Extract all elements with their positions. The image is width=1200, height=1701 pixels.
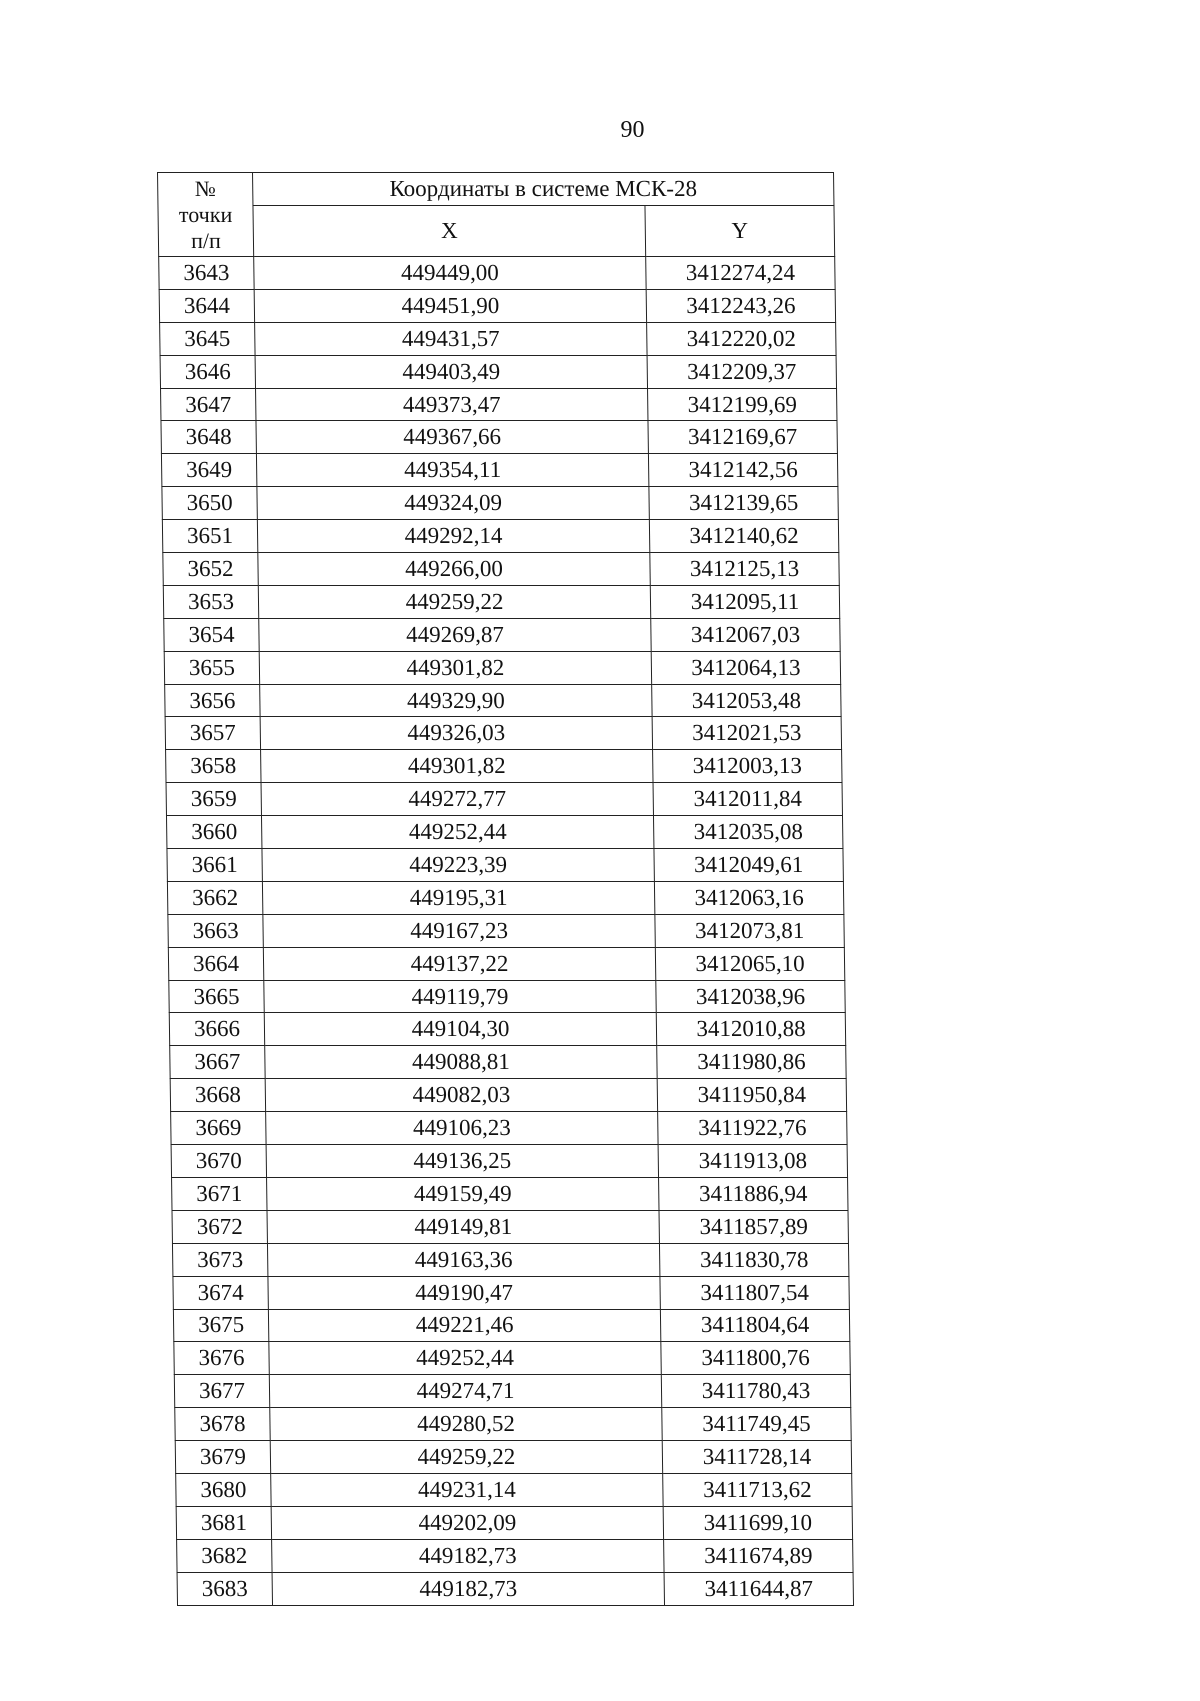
y-coordinate-cell: 3411857,89	[659, 1210, 848, 1243]
x-coordinate-cell: 449269,87	[259, 618, 651, 651]
x-coordinate-cell: 449137,22	[263, 947, 655, 980]
y-coordinate-cell: 3412073,81	[655, 914, 844, 947]
table-row	[172, 1177, 848, 1210]
table-row	[162, 487, 838, 520]
x-coordinate-cell: 449167,23	[263, 914, 655, 947]
x-coordinate-cell: 449202,09	[271, 1506, 663, 1539]
point-number-cell: 3656	[165, 684, 260, 717]
point-number-cell: 3649	[161, 454, 256, 487]
point-number-cell: 3678	[175, 1408, 270, 1441]
x-coordinate-cell: 449106,23	[266, 1112, 658, 1145]
y-coordinate-cell: 3411713,62	[663, 1473, 852, 1506]
point-number-cell: 3677	[174, 1375, 269, 1408]
table-row	[168, 947, 844, 980]
x-coordinate-cell: 449326,03	[260, 717, 652, 750]
y-coordinate-cell: 3411644,87	[664, 1572, 853, 1605]
y-coordinate-cell: 3412053,48	[652, 684, 841, 717]
table-row	[175, 1408, 851, 1441]
y-coordinate-cell: 3412035,08	[653, 816, 842, 849]
y-coordinate-cell: 3411886,94	[659, 1177, 848, 1210]
table-row	[160, 355, 836, 388]
table-row	[164, 618, 840, 651]
x-coordinate-cell: 449223,39	[262, 849, 654, 882]
x-coordinate-cell: 449367,66	[256, 421, 648, 454]
point-number-cell: 3643	[159, 257, 254, 290]
x-coordinate-cell: 449280,52	[270, 1408, 662, 1441]
point-number-cell: 3653	[163, 585, 258, 618]
y-coordinate-cell: 3411780,43	[661, 1375, 850, 1408]
y-coordinate-cell: 3412209,37	[647, 355, 836, 388]
point-number-cell: 3669	[171, 1112, 266, 1145]
y-coordinate-cell: 3411674,89	[664, 1539, 853, 1572]
x-coordinate-cell: 449221,46	[268, 1309, 660, 1342]
y-coordinate-cell: 3412140,62	[649, 520, 838, 553]
table-row	[166, 816, 842, 849]
table-row	[176, 1506, 852, 1539]
x-coordinate-cell: 449119,79	[264, 980, 656, 1013]
y-coordinate-cell: 3411830,78	[659, 1243, 848, 1276]
x-coordinate-cell: 449301,82	[259, 651, 651, 684]
point-number-cell: 3671	[172, 1177, 267, 1210]
point-number-cell: 3674	[173, 1276, 268, 1309]
y-coordinate-cell: 3412199,69	[648, 388, 837, 421]
table-row	[171, 1145, 847, 1178]
x-column-header: X	[253, 206, 646, 257]
table-row	[165, 684, 841, 717]
table-row	[170, 1046, 846, 1079]
x-coordinate-cell: 449163,36	[267, 1243, 659, 1276]
table-header	[158, 173, 835, 257]
y-coordinate-cell: 3412125,13	[650, 553, 839, 586]
x-coordinate-cell: 449451,90	[254, 289, 646, 322]
y-coordinate-cell: 3412169,67	[648, 421, 837, 454]
x-coordinate-cell: 449195,31	[262, 881, 654, 914]
point-number-cell: 3675	[173, 1309, 268, 1342]
x-coordinate-cell: 449266,00	[258, 553, 650, 586]
x-coordinate-cell: 449231,14	[271, 1473, 663, 1506]
y-coordinate-cell: 3412049,61	[654, 849, 843, 882]
x-coordinate-cell: 449182,73	[272, 1539, 664, 1572]
point-number-cell: 3657	[165, 717, 260, 750]
y-coordinate-cell: 3412220,02	[647, 322, 836, 355]
table-row	[163, 585, 839, 618]
y-coordinate-cell: 3412003,13	[653, 750, 842, 783]
table-row	[170, 1079, 846, 1112]
x-coordinate-cell: 449373,47	[256, 388, 648, 421]
coordinates-system-header: Координаты в системе МСК-28	[253, 173, 834, 206]
y-coordinate-cell: 3411804,64	[660, 1309, 849, 1342]
point-number-cell: 3644	[159, 289, 254, 322]
point-number-cell: 3658	[166, 750, 261, 783]
table-row	[177, 1539, 853, 1572]
table-row	[171, 1112, 847, 1145]
ordinal-label: п/п	[190, 227, 221, 253]
table-row	[169, 1013, 845, 1046]
point-number-cell: 3668	[170, 1079, 265, 1112]
point-number-cell: 3681	[176, 1506, 271, 1539]
x-coordinate-cell: 449324,09	[257, 487, 649, 520]
table-row	[159, 289, 835, 322]
table-row	[175, 1441, 851, 1474]
point-number-cell: 3666	[169, 1013, 264, 1046]
table-row	[162, 520, 838, 553]
y-column-header: Y	[645, 206, 835, 257]
table-row	[173, 1276, 849, 1309]
point-number-cell: 3670	[171, 1145, 266, 1178]
y-coordinate-cell: 3412095,11	[650, 585, 839, 618]
table-row	[176, 1473, 852, 1506]
x-coordinate-cell: 449182,73	[272, 1572, 664, 1605]
y-coordinate-cell: 3411800,76	[661, 1342, 850, 1375]
y-coordinate-cell: 3412067,03	[651, 618, 840, 651]
header-row-top	[158, 173, 834, 206]
x-coordinate-cell: 449259,22	[258, 585, 650, 618]
point-number-cell: 3647	[161, 388, 256, 421]
table-row	[161, 421, 837, 454]
x-coordinate-cell: 449259,22	[270, 1441, 662, 1474]
table-row	[174, 1375, 850, 1408]
table-row	[177, 1572, 853, 1605]
point-number-cell: 3650	[162, 487, 257, 520]
y-coordinate-cell: 3412021,53	[652, 717, 841, 750]
point-number-header	[158, 173, 254, 257]
x-coordinate-cell: 449272,77	[261, 783, 653, 816]
table-row	[172, 1210, 848, 1243]
coordinates-table	[157, 172, 854, 1606]
x-coordinate-cell: 449104,30	[264, 1013, 656, 1046]
x-coordinate-cell: 449354,11	[256, 454, 648, 487]
point-number-cell: 3667	[170, 1046, 265, 1079]
point-number-cell: 3654	[164, 618, 259, 651]
table-row	[163, 553, 839, 586]
point-number-cell: 3652	[163, 553, 258, 586]
x-coordinate-cell: 449088,81	[265, 1046, 657, 1079]
point-number-cell: 3673	[172, 1243, 267, 1276]
table-row	[166, 750, 842, 783]
point-number-cell: 3663	[168, 914, 263, 947]
page-number: 90	[620, 117, 645, 143]
table-row	[161, 388, 837, 421]
point-number-cell: 3664	[168, 947, 263, 980]
x-coordinate-cell: 449449,00	[254, 257, 646, 290]
y-coordinate-cell: 3411728,14	[662, 1441, 851, 1474]
x-coordinate-cell: 449403,49	[255, 355, 647, 388]
table-row	[167, 849, 843, 882]
y-coordinate-cell: 3411749,45	[662, 1408, 851, 1441]
table-row	[164, 651, 840, 684]
y-coordinate-cell: 3411807,54	[660, 1276, 849, 1309]
number-sign-label: №	[194, 175, 216, 201]
header-row-axes	[158, 206, 835, 257]
table-row	[161, 454, 837, 487]
y-coordinate-cell: 3411922,76	[658, 1112, 847, 1145]
point-number-cell: 3655	[164, 651, 259, 684]
y-coordinate-cell: 3411980,86	[657, 1046, 846, 1079]
y-coordinate-cell: 3412064,13	[651, 651, 840, 684]
y-coordinate-cell: 3412011,84	[653, 783, 842, 816]
table-row	[165, 717, 841, 750]
y-coordinate-cell: 3412038,96	[656, 980, 845, 1013]
table-row	[166, 783, 842, 816]
table-row	[174, 1342, 850, 1375]
y-coordinate-cell: 3412065,10	[655, 947, 844, 980]
point-number-cell: 3676	[174, 1342, 269, 1375]
point-number-cell: 3645	[160, 322, 255, 355]
x-coordinate-cell: 449190,47	[268, 1276, 660, 1309]
point-number-cell: 3679	[175, 1441, 270, 1474]
x-coordinate-cell: 449301,82	[261, 750, 653, 783]
point-number-cell: 3665	[169, 980, 264, 1013]
y-coordinate-cell: 3411913,08	[658, 1145, 847, 1178]
y-coordinate-cell: 3412063,16	[654, 881, 843, 914]
y-coordinate-cell: 3411699,10	[663, 1506, 852, 1539]
point-number-cell: 3662	[167, 881, 262, 914]
table-body	[159, 257, 854, 1606]
y-coordinate-cell: 3412243,26	[646, 289, 835, 322]
point-number-cell: 3648	[161, 421, 256, 454]
point-number-cell: 3646	[160, 355, 255, 388]
x-coordinate-cell: 449292,14	[257, 520, 649, 553]
point-number-cell: 3660	[166, 816, 261, 849]
table-row	[159, 257, 835, 290]
table-row	[167, 881, 843, 914]
x-coordinate-cell: 449159,49	[267, 1177, 659, 1210]
y-coordinate-cell: 3411950,84	[657, 1079, 846, 1112]
x-coordinate-cell: 449431,57	[255, 322, 647, 355]
x-coordinate-cell: 449252,44	[269, 1342, 661, 1375]
point-number-cell: 3661	[167, 849, 262, 882]
point-number-cell: 3682	[177, 1539, 272, 1572]
y-coordinate-cell: 3412010,88	[656, 1013, 845, 1046]
table-row	[168, 914, 844, 947]
x-coordinate-cell: 449136,25	[266, 1145, 658, 1178]
x-coordinate-cell: 449274,71	[269, 1375, 661, 1408]
y-coordinate-cell: 3412139,65	[649, 487, 838, 520]
x-coordinate-cell: 449149,81	[267, 1210, 659, 1243]
table-row	[160, 322, 836, 355]
point-number-cell: 3680	[176, 1473, 271, 1506]
point-label: точки	[178, 201, 233, 227]
table-row	[169, 980, 845, 1013]
table-row	[173, 1309, 849, 1342]
point-number-cell: 3659	[166, 783, 261, 816]
point-number-cell: 3651	[162, 520, 257, 553]
y-coordinate-cell: 3412142,56	[648, 454, 837, 487]
x-coordinate-cell: 449082,03	[265, 1079, 657, 1112]
y-coordinate-cell: 3412274,24	[646, 257, 835, 290]
point-number-cell: 3683	[177, 1572, 272, 1605]
x-coordinate-cell: 449252,44	[261, 816, 653, 849]
x-coordinate-cell: 449329,90	[260, 684, 652, 717]
table-row	[172, 1243, 848, 1276]
point-number-cell: 3672	[172, 1210, 267, 1243]
